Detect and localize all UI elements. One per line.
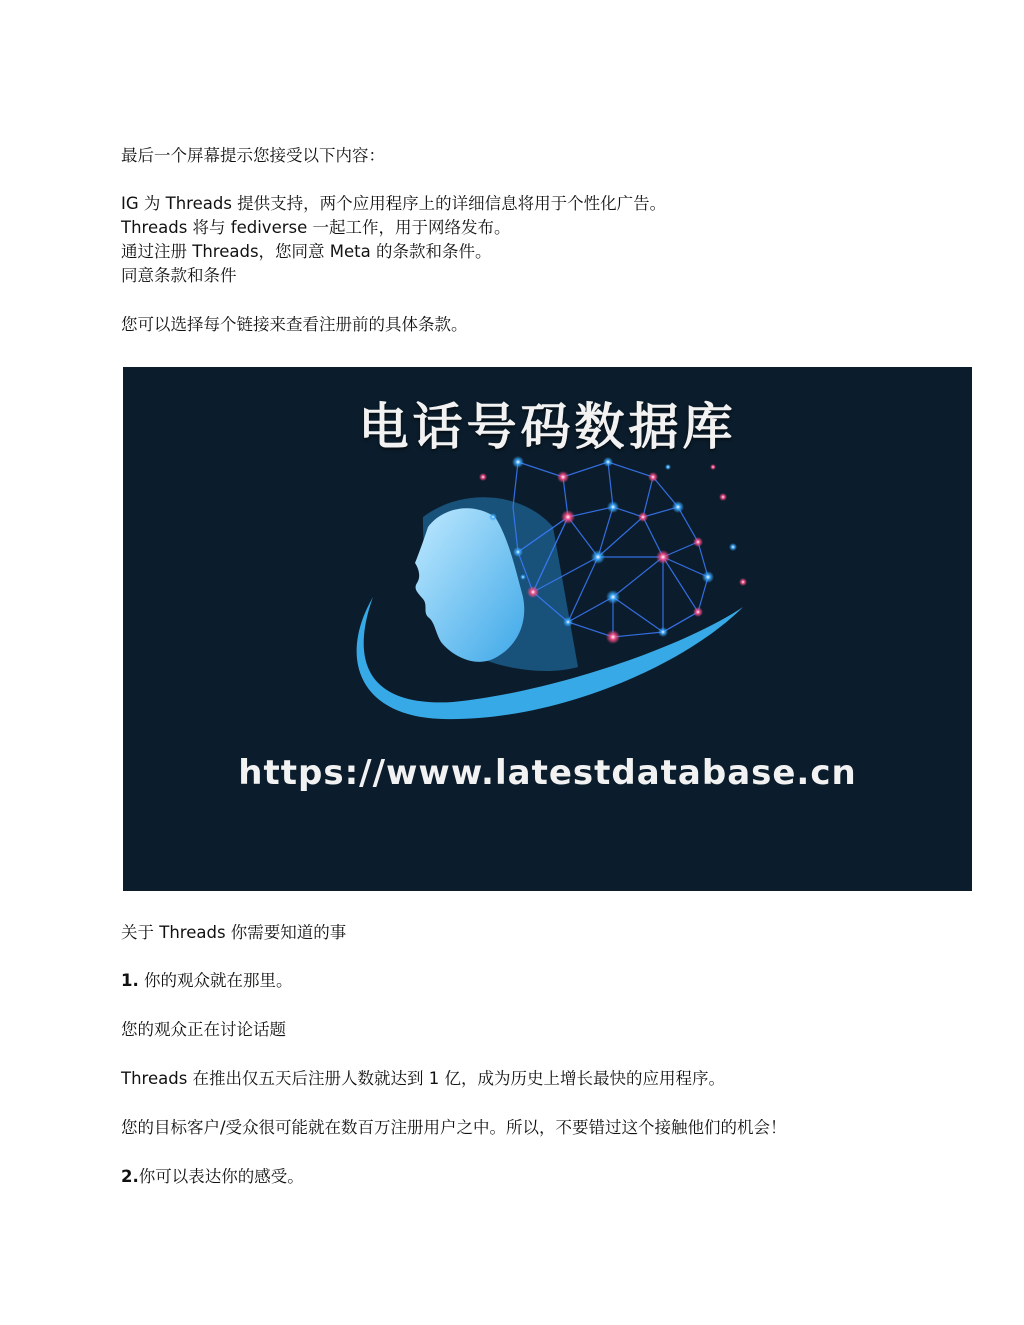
point-1-heading [121, 969, 293, 993]
point-1-paragraph-1: Threads 在推出仅五天后注册人数就达到 1 亿，成为历史上增长最快的应用程序。 [121, 1069, 726, 1088]
point-1-number: 1. [121, 971, 139, 990]
banner-heading: 电话号码数据库 [358, 398, 737, 456]
point-1-paragraph-2: 您的目标客户/受众很可能就在数百万注册用户之中。所以，不要错过这个接触他们的机会！ [121, 1118, 787, 1137]
term-line-4: 同意条款和条件 [121, 266, 237, 285]
point-1-text: 你的观众就在那里。 [144, 971, 293, 990]
terms-note: 您可以选择每个链接来查看注册前的具体条款。 [121, 315, 468, 334]
banner-url: https://www.latestdatabase.cn [238, 753, 857, 793]
point-2-heading [121, 1165, 304, 1189]
banner-image [123, 367, 972, 891]
point-1-subheading: 您的观众正在讨论话题 [121, 1020, 286, 1039]
intro-text: 最后一个屏幕提示您接受以下内容： [121, 146, 385, 165]
section-title: 关于 Threads 你需要知道的事 [121, 923, 347, 942]
point-2-text: 你可以表达你的感受。 [138, 1167, 304, 1186]
term-line-1: IG 为 Threads 提供支持，两个应用程序上的详细信息将用于个性化广告。 [121, 194, 667, 213]
point-2-number: 2. [121, 1167, 139, 1186]
term-line-2: Threads 将与 fediverse 一起工作，用于网络发布。 [121, 218, 511, 237]
term-line-3: 通过注册 Threads，您同意 Meta 的条款和条件。 [121, 242, 492, 261]
